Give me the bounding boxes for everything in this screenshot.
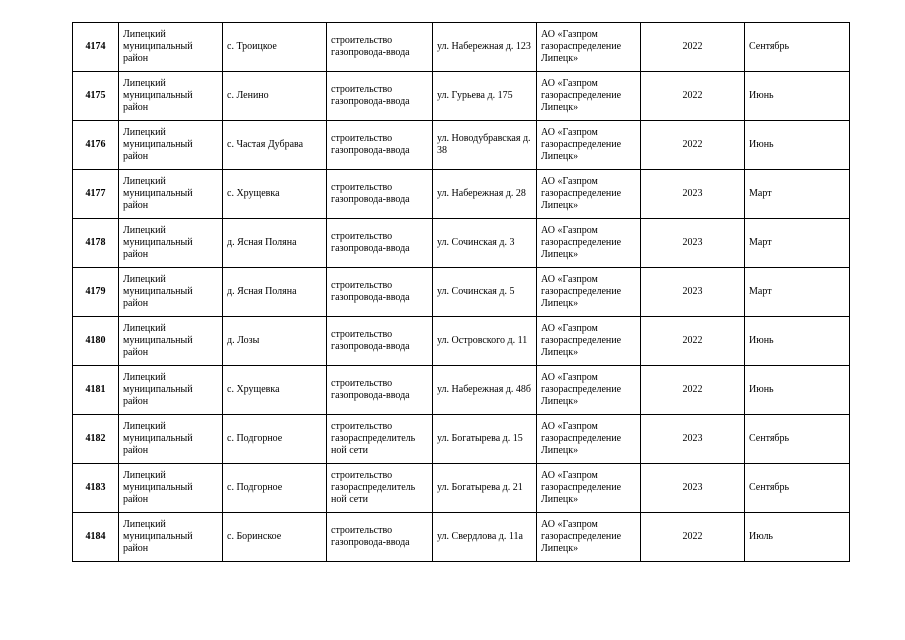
year-cell: 2023: [641, 170, 745, 219]
row-number-cell: 4181: [73, 366, 119, 415]
organization-cell: АО «Газпром газораспределение Липецк»: [537, 464, 641, 513]
address-cell: ул. Набережная д. 48б: [433, 366, 537, 415]
table-row: [73, 121, 850, 170]
work-type-cell: строительство газопровода-ввода: [327, 219, 433, 268]
row-number-cell: 4184: [73, 513, 119, 562]
address-cell: ул. Богатырева д. 21: [433, 464, 537, 513]
settlement-cell: д. Лозы: [223, 317, 327, 366]
row-number-cell: 4182: [73, 415, 119, 464]
district-cell: Липецкий муниципальный район: [119, 366, 223, 415]
year-cell: 2022: [641, 366, 745, 415]
row-number-cell: 4183: [73, 464, 119, 513]
settlement-cell: с. Ленино: [223, 72, 327, 121]
district-cell: Липецкий муниципальный район: [119, 170, 223, 219]
district-cell: Липецкий муниципальный район: [119, 219, 223, 268]
month-cell: Июнь: [745, 121, 850, 170]
district-cell: Липецкий муниципальный район: [119, 513, 223, 562]
settlement-cell: с. Подгорное: [223, 464, 327, 513]
year-cell: 2023: [641, 219, 745, 268]
row-number-cell: 4178: [73, 219, 119, 268]
table-row: [73, 219, 850, 268]
organization-cell: АО «Газпром газораспределение Липецк»: [537, 268, 641, 317]
work-type-cell: строительство газопровода-ввода: [327, 23, 433, 72]
month-cell: Июнь: [745, 366, 850, 415]
district-cell: Липецкий муниципальный район: [119, 464, 223, 513]
organization-cell: АО «Газпром газораспределение Липецк»: [537, 23, 641, 72]
settlement-cell: д. Ясная Поляна: [223, 219, 327, 268]
month-cell: Март: [745, 170, 850, 219]
district-cell: Липецкий муниципальный район: [119, 317, 223, 366]
organization-cell: АО «Газпром газораспределение Липецк»: [537, 219, 641, 268]
table-row: [73, 464, 850, 513]
work-type-cell: строительство газораспределитель ной сети: [327, 415, 433, 464]
year-cell: 2023: [641, 415, 745, 464]
year-cell: 2022: [641, 121, 745, 170]
year-cell: 2022: [641, 513, 745, 562]
organization-cell: АО «Газпром газораспределение Липецк»: [537, 121, 641, 170]
table-row: [73, 513, 850, 562]
district-cell: Липецкий муниципальный район: [119, 121, 223, 170]
organization-cell: АО «Газпром газораспределение Липецк»: [537, 317, 641, 366]
work-type-cell: строительство газораспределитель ной сети: [327, 464, 433, 513]
work-type-cell: строительство газопровода-ввода: [327, 366, 433, 415]
district-cell: Липецкий муниципальный район: [119, 72, 223, 121]
organization-cell: АО «Газпром газораспределение Липецк»: [537, 170, 641, 219]
year-cell: 2023: [641, 464, 745, 513]
table-row: [73, 317, 850, 366]
table-row: [73, 366, 850, 415]
work-type-cell: строительство газопровода-ввода: [327, 121, 433, 170]
address-cell: ул. Островского д. 11: [433, 317, 537, 366]
work-type-cell: строительство газопровода-ввода: [327, 513, 433, 562]
address-cell: ул. Сочинская д. 3: [433, 219, 537, 268]
gasification-table: [72, 22, 850, 562]
table-body: [73, 23, 850, 562]
district-cell: Липецкий муниципальный район: [119, 268, 223, 317]
row-number-cell: 4179: [73, 268, 119, 317]
district-cell: Липецкий муниципальный район: [119, 415, 223, 464]
work-type-cell: строительство газопровода-ввода: [327, 170, 433, 219]
table-row: [73, 415, 850, 464]
address-cell: ул. Набережная д. 28: [433, 170, 537, 219]
row-number-cell: 4176: [73, 121, 119, 170]
address-cell: ул. Свердлова д. 11а: [433, 513, 537, 562]
table-row: [73, 72, 850, 121]
organization-cell: АО «Газпром газораспределение Липецк»: [537, 366, 641, 415]
address-cell: ул. Сочинская д. 5: [433, 268, 537, 317]
organization-cell: АО «Газпром газораспределение Липецк»: [537, 513, 641, 562]
address-cell: ул. Богатырева д. 15: [433, 415, 537, 464]
settlement-cell: с. Троицкое: [223, 23, 327, 72]
year-cell: 2022: [641, 72, 745, 121]
district-cell: Липецкий муниципальный район: [119, 23, 223, 72]
month-cell: Март: [745, 268, 850, 317]
settlement-cell: д. Ясная Поляна: [223, 268, 327, 317]
settlement-cell: с. Частая Дубрава: [223, 121, 327, 170]
address-cell: ул. Гурьева д. 175: [433, 72, 537, 121]
year-cell: 2022: [641, 317, 745, 366]
organization-cell: АО «Газпром газораспределение Липецк»: [537, 415, 641, 464]
table-row: [73, 268, 850, 317]
month-cell: Июль: [745, 513, 850, 562]
table-row: [73, 170, 850, 219]
month-cell: Сентябрь: [745, 23, 850, 72]
row-number-cell: 4180: [73, 317, 119, 366]
year-cell: 2022: [641, 23, 745, 72]
settlement-cell: с. Боринское: [223, 513, 327, 562]
month-cell: Июнь: [745, 317, 850, 366]
month-cell: Сентябрь: [745, 415, 850, 464]
row-number-cell: 4175: [73, 72, 119, 121]
row-number-cell: 4177: [73, 170, 119, 219]
organization-cell: АО «Газпром газораспределение Липецк»: [537, 72, 641, 121]
settlement-cell: с. Подгорное: [223, 415, 327, 464]
table-row: [73, 23, 850, 72]
settlement-cell: с. Хрущевка: [223, 170, 327, 219]
work-type-cell: строительство газопровода-ввода: [327, 317, 433, 366]
month-cell: Сентябрь: [745, 464, 850, 513]
address-cell: ул. Новодубравская д. 38: [433, 121, 537, 170]
year-cell: 2023: [641, 268, 745, 317]
row-number-cell: 4174: [73, 23, 119, 72]
work-type-cell: строительство газопровода-ввода: [327, 268, 433, 317]
work-type-cell: строительство газопровода-ввода: [327, 72, 433, 121]
address-cell: ул. Набережная д. 123: [433, 23, 537, 72]
month-cell: Март: [745, 219, 850, 268]
month-cell: Июнь: [745, 72, 850, 121]
settlement-cell: с. Хрущевка: [223, 366, 327, 415]
